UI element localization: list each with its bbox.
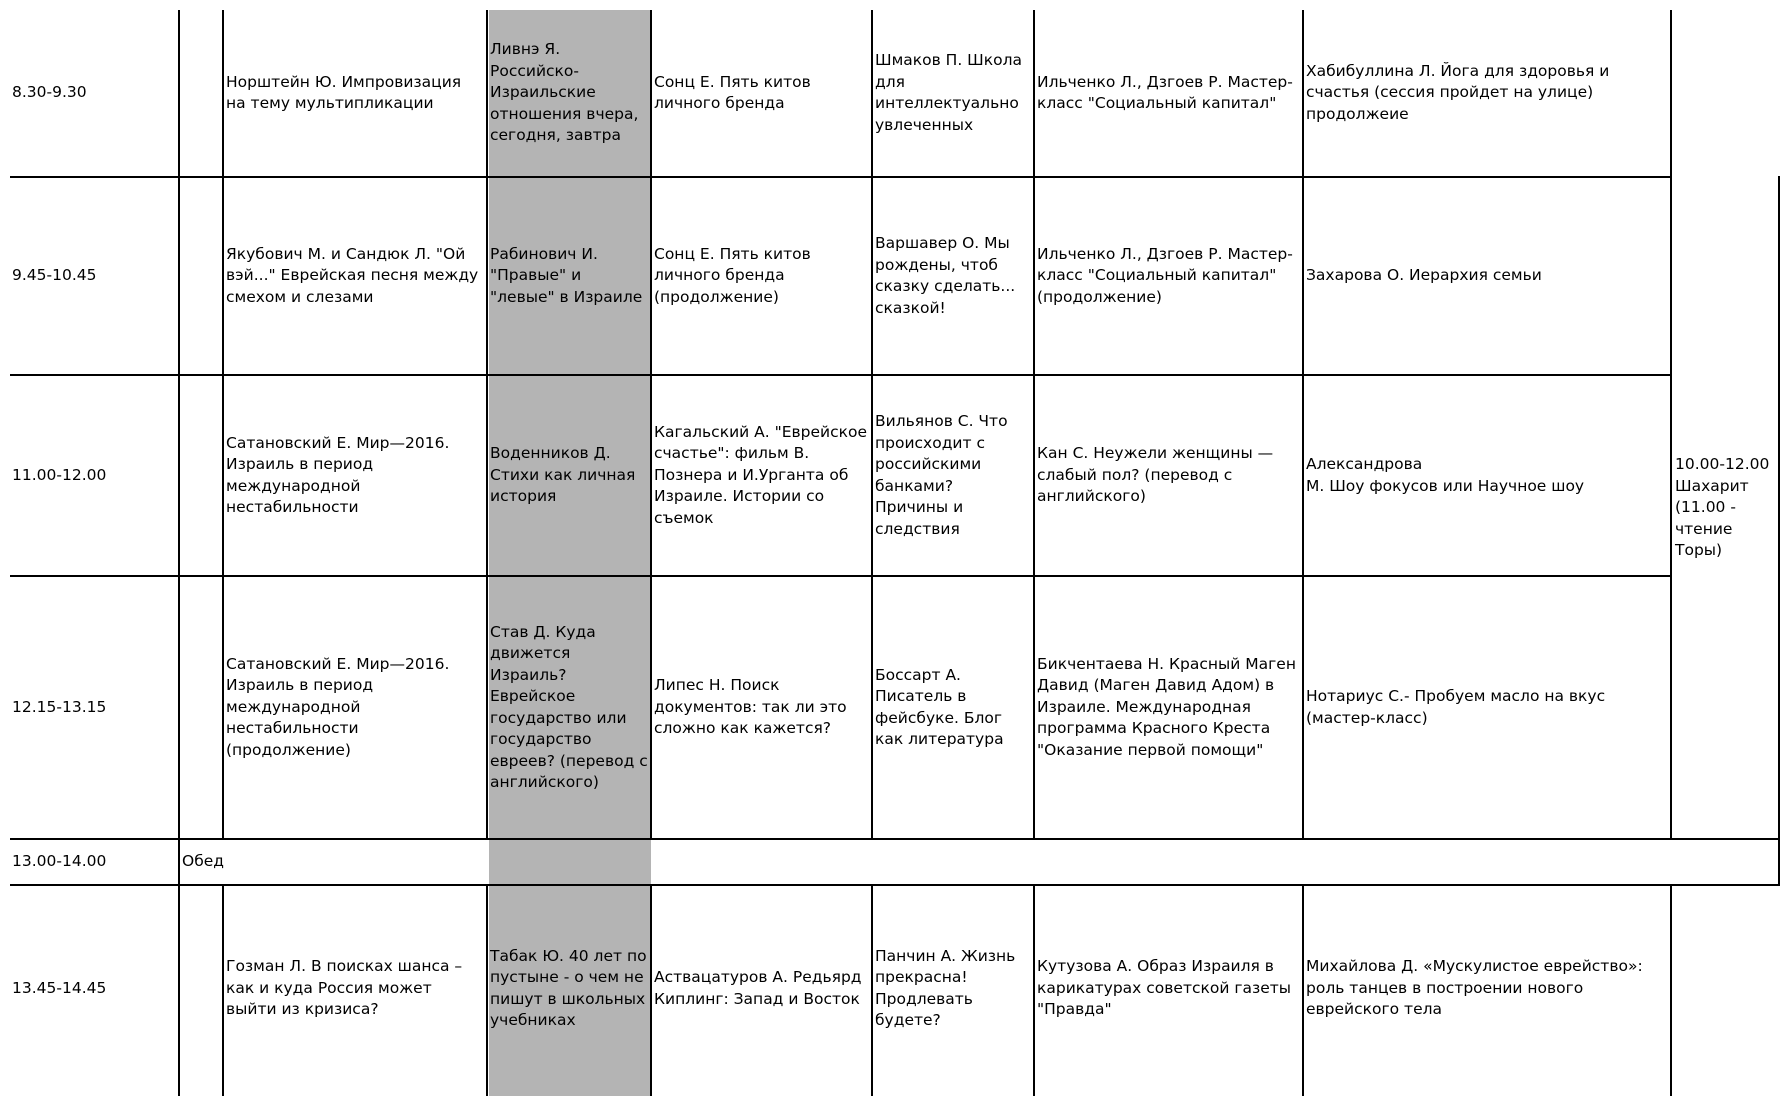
session-cell: Кан С. Неужели женщины — слабый пол? (перевод с английского) [1037, 444, 1274, 506]
session-cell: Варшавер О. Мы рождены, чтоб сказку сделать... сказкой! [875, 234, 1016, 317]
session-cell: Аствацатуров А. Редьярд Киплинг: Запад и Восток [654, 968, 862, 1008]
lunch-label: Обед [182, 852, 225, 871]
session-cell: Кутузова А. Образ Израиля в карикатурах советской газеты "Правда" [1037, 957, 1292, 1019]
session-cell: Якубович М. и Сандюк Л. "Ой вэй..." Еврейская песня между смехом и слезами [226, 244, 479, 306]
session-cell: Боссарт А. Писатель в фейсбуке. Блог как литература [875, 665, 1004, 748]
session-cell: Сатановский Е. Мир—2016. Израиль в период международной нестабильности (продолжение) [226, 654, 450, 759]
session-cell: Нотариус С.- Пробуем масло на вкус (мастер-класс) [1306, 687, 1606, 727]
time-cell: 8.30-9.30 [12, 83, 87, 102]
session-cell: Воденников Д. Стихи как личная история [490, 444, 636, 506]
session-cell: Табак Ю. 40 лет по пустыне - о чем не пишут в школьных учебниках [490, 946, 647, 1029]
session-cell: Захарова О. Иерархия семьи [1306, 266, 1542, 285]
session-cell: Ливнэ Я. Российско-Израильские отношения вчера, сегодня, завтра [490, 40, 639, 145]
time-cell: 9.45-10.45 [12, 266, 97, 285]
session-cell: Александрова М. Шоу фокусов или Научное шоу [1306, 455, 1585, 495]
session-cell: Шмаков П. Школа для интеллектуально увлеченных [875, 51, 1023, 134]
session-cell: Сонц Е. Пять китов личного бренда [654, 72, 811, 112]
time-cell: 11.00-12.00 [12, 465, 107, 484]
session-cell: Ильченко Л., Дзгоев Р. Мастер-класс "Социальный капитал" (продолжение) [1037, 244, 1293, 306]
grid-line [178, 10, 180, 1096]
session-cell: Рабинович И. "Правые" и "левые" в Израиле [490, 244, 643, 306]
time-cell: 13.45-14.45 [12, 978, 107, 997]
grid-line [1670, 884, 1672, 1096]
session-cell: Став Д. Куда движется Израиль? Еврейское государство или государство евреев? (перевод с английского) [490, 622, 648, 791]
grid-line [1778, 176, 1780, 886]
session-cell: Гозман Л. В поисках шанса – как и куда Россия может выйти из кризиса? [226, 957, 463, 1019]
session-cell: Липес Н. Поиск документов: так ли это сложно как кажется? [654, 676, 847, 738]
lunch-time-cell: 13.00-14.00 [12, 852, 107, 871]
session-cell: Сатановский Е. Мир—2016. Израиль в период международной нестабильности [226, 433, 450, 516]
session-cell: Панчин А. Жизнь прекрасна! Продлевать будете? [875, 946, 1016, 1029]
time-cell: 12.15-13.15 [12, 697, 107, 716]
session-cell: Бикчентаева Н. Красный Маген Давид (Маген Давид Адом) в Израиле. Международная программа Красного Креста "Оказание первой помощи" [1037, 654, 1296, 759]
session-cell: Сонц Е. Пять китов личного бренда (продолжение) [654, 244, 811, 306]
session-cell: Норштейн Ю. Импровизация на тему мультипликации [226, 72, 462, 112]
shacharit-cell: 10.00-12.00 Шахарит (11.00 - чтение Торы) [1675, 455, 1770, 560]
session-cell: Кагальский А. "Еврейское счастье": фильм В. Познера и И.Урганта об Израиле. Истории со съемок [654, 422, 868, 527]
session-cell: Вильянов С. Что происходит с российскими банками? Причины и следствия [875, 412, 1008, 538]
session-cell: Ильченко Л., Дзгоев Р. Мастер-класс "Социальный капитал" [1037, 72, 1293, 112]
session-cell: Хабибуллина Л. Йога для здоровья и счастья (сессия пройдет на улице) продолжеие [1306, 61, 1610, 123]
session-cell: Михайлова Д. «Мускулистое еврейство»: роль танцев в построении нового еврейского тела [1306, 957, 1643, 1019]
